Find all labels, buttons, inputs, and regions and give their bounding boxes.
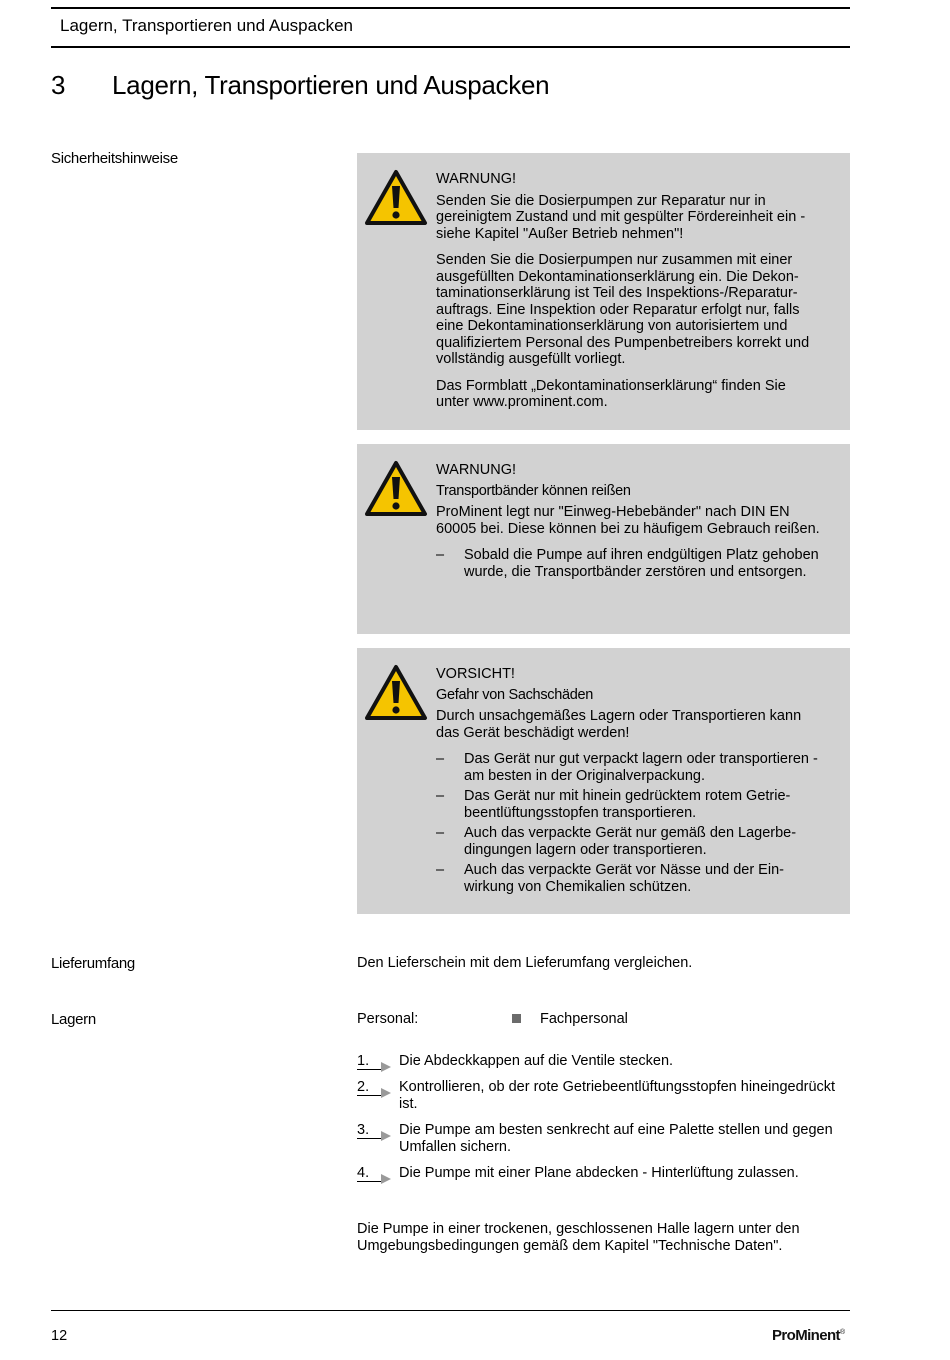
delivery-instruction: Den Lieferschein mit dem Lieferumfang vergleichen. — [357, 955, 693, 971]
warning-subtitle: Transportbänder können reißen — [436, 482, 631, 499]
dash-bullet: – — [436, 862, 445, 878]
header-top-rule — [51, 7, 850, 9]
personal-label: Personal: — [357, 1011, 419, 1027]
step-number: 1. — [357, 1053, 370, 1069]
warning-paragraph: ProMinent legt nur "Einweg-Hebebänder" nach DIN EN 60005 bei. Diese können bei zu häufigem Gebrauch reißen. — [436, 504, 820, 537]
storage-step — [357, 1122, 850, 1155]
chapter-heading — [51, 70, 549, 101]
step-arrow-icon — [381, 1062, 391, 1072]
warning-box-repair — [357, 153, 850, 430]
prominent-logo: ProMinent® — [772, 1327, 845, 1344]
section-label-safety: Sicherheitshinweise — [51, 150, 178, 167]
step-arrow-icon — [381, 1174, 391, 1184]
caution-box-property-damage — [357, 648, 850, 914]
signal-word: WARNUNG! — [436, 462, 517, 478]
storage-step — [357, 1053, 850, 1070]
step-number-marker — [357, 1165, 393, 1183]
step-arrow-icon — [381, 1088, 391, 1098]
step-number: 4. — [357, 1165, 370, 1181]
step-underline — [357, 1069, 383, 1070]
chapter-number: 3 — [51, 70, 66, 100]
step-text: Kontrollieren, ob der rote Getriebeentlüftungsstopfen hineingedrückt ist. — [399, 1079, 836, 1112]
caution-subtitle: Gefahr von Sachschäden — [436, 686, 594, 703]
dash-bullet: – — [436, 751, 445, 767]
storage-step — [357, 1079, 850, 1112]
storage-note: Die Pumpe in einer trockenen, geschlossenen Halle lagern unter den Umgebungsbedingungen gemäß dem Kapitel "Technische Daten". — [357, 1221, 800, 1254]
list-item: – Das Gerät nur mit hinein gedrücktem rotem Getriebeentlüftungsstopfen transportieren. — [436, 788, 791, 821]
caution-paragraph: Durch unsachgemäßes Lagern oder Transportieren kann das Gerät beschädigt werden! — [436, 708, 802, 741]
step-number-marker — [357, 1122, 393, 1140]
dash-bullet: – — [436, 825, 445, 841]
header-bottom-rule — [51, 46, 850, 48]
square-bullet-icon — [512, 1014, 521, 1023]
warning-box-transport-straps — [357, 444, 850, 634]
list-item: – Auch das verpackte Gerät nur gemäß den Lagerbedingungen lagern oder transportieren. — [436, 825, 797, 858]
warning-triangle-icon — [364, 460, 428, 518]
footer-rule — [51, 1310, 850, 1311]
step-arrow-icon — [381, 1131, 391, 1141]
caution-measures-list — [436, 751, 820, 895]
step-number: 2. — [357, 1079, 370, 1095]
running-header-title: Lagern, Transportieren und Auspacken — [60, 16, 353, 35]
warning-paragraph: Senden Sie die Dosierpumpen nur zusammen mit einer ausgefüllten Dekontaminationserklärung ein. Die Dekontaminationserklärung ist Teil des Inspektions-/Reparaturauftrags. Eine Inspektion oder Reparatur erfolgt nur, falls eine Dekontaminationserklärung von autorisiertem und qualifiziertem Personal des Pumpenbetreibers korrekt und vollständig ausgefüllt vorliegt. — [436, 252, 810, 367]
warning-paragraph: Das Formblatt „Dekontaminationserklärung“ finden Sie unter www.prominent.com. — [436, 377, 786, 410]
page-number: 12 — [51, 1328, 68, 1344]
warning-triangle-icon — [364, 169, 428, 227]
personal-value: Fachpersonal — [540, 1011, 628, 1027]
list-item: – Auch das verpackte Gerät vor Nässe und der Einwirkung von Chemikalien schützen. — [436, 862, 784, 895]
warning-measures-list — [436, 547, 820, 580]
step-underline — [357, 1181, 383, 1182]
section-label-delivery: Lieferumfang — [51, 955, 135, 972]
step-number-marker — [357, 1053, 393, 1071]
step-number: 3. — [357, 1122, 370, 1138]
step-underline — [357, 1138, 383, 1139]
step-underline — [357, 1095, 383, 1096]
chapter-title: Lagern, Transportieren und Auspacken — [112, 70, 550, 100]
warning-paragraph: Senden Sie die Dosierpumpen zur Reparatur nur in gereinigtem Zustand und mit gespülter Fördereinheit ein - siehe Kapitel "Außer Betrieb nehmen"! — [436, 192, 806, 242]
step-number-marker — [357, 1079, 393, 1097]
step-text: Die Pumpe am besten senkrecht auf eine Palette stellen und gegen Umfallen sichern. — [399, 1122, 833, 1155]
section-label-storage: Lagern — [51, 1011, 96, 1028]
list-item: – Das Gerät nur gut verpackt lagern oder transportieren - am besten in der Originalverpackung. — [436, 751, 818, 784]
warning-triangle-icon — [364, 664, 428, 722]
dash-bullet: – — [436, 547, 445, 563]
signal-word: VORSICHT! — [436, 666, 515, 682]
step-text: Die Pumpe mit einer Plane abdecken - Hinterlüftung zulassen. — [399, 1165, 799, 1181]
step-text: Die Abdeckkappen auf die Ventile stecken. — [399, 1053, 674, 1069]
storage-step — [357, 1165, 850, 1182]
list-item: – Sobald die Pumpe auf ihren endgültigen Platz gehoben wurde, die Transportbänder zerstören und entsorgen. — [436, 547, 819, 580]
dash-bullet: – — [436, 788, 445, 804]
signal-word: WARNUNG! — [436, 171, 517, 187]
